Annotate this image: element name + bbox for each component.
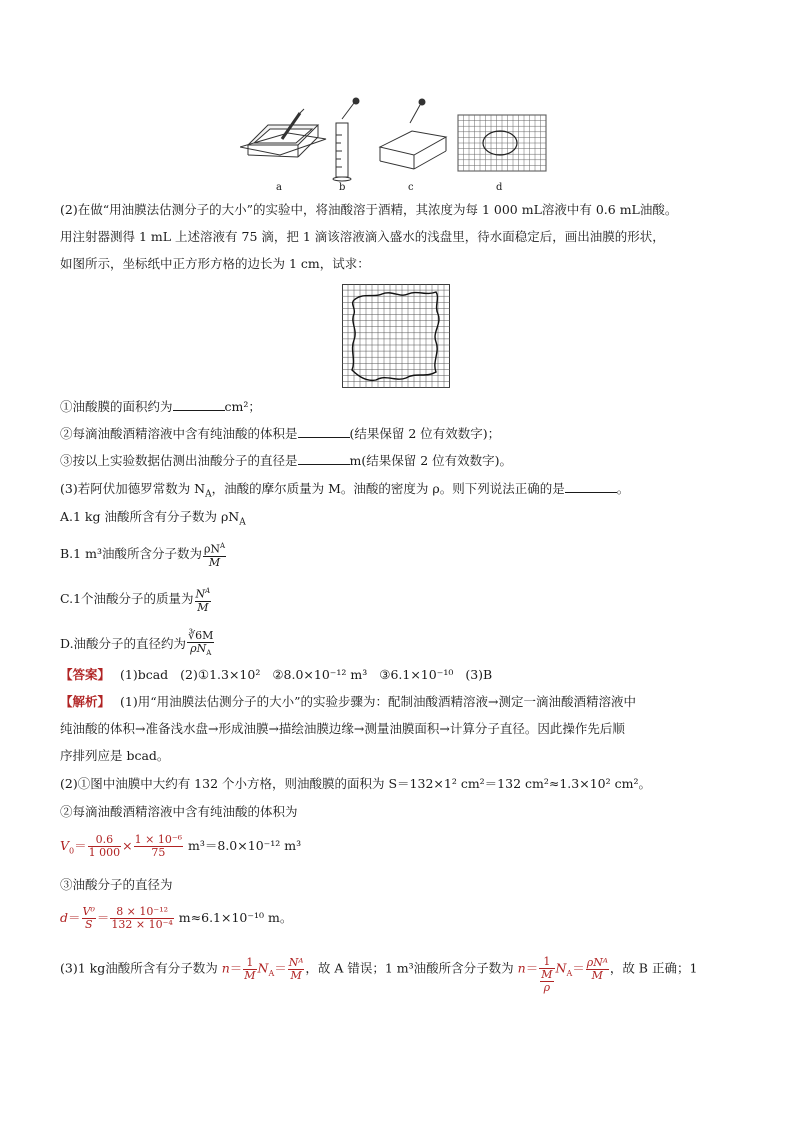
p3-fraction-3 [539,956,554,994]
q3-option-b-text: B.1 m³油酸所含分子数为 [60,545,202,561]
q3-option-d-den: ρN [190,642,207,655]
analysis-line-3: 序排列应是 bcad。 [60,748,170,763]
d-result: m≈6.1×10⁻¹⁰ m。 [174,910,293,925]
v0-fraction-1 [88,834,122,859]
p3-f3-den-den: ρ [543,981,551,994]
p3-na-sub: A [268,969,275,978]
p3-na2-sub: A [566,969,573,978]
q3-option-a-sub: A [239,517,246,528]
v0-f2-den: 75 [151,846,166,859]
answer-part-2-3: ③6.1×10⁻¹⁰ [379,667,454,682]
v0-f2-num: 1 × 10⁻⁶ [134,833,183,846]
q2-line-3: 如图所示，坐标纸中正方形方格的边长为 1 cm，试求： [60,256,370,271]
v0-sub: 0 [69,846,75,856]
d-equation [60,906,292,931]
p3-f1-num: 1 [243,957,256,970]
answer-part-1: (1)bcad [120,667,169,682]
q2-sub-3-text: ③按以上实验数据估测出油酸分子的直径是 [60,453,298,468]
figure-label-c: c [408,182,414,193]
v0-equals: ＝ [74,838,87,853]
answer-tag: 【答案】 [60,667,111,682]
q3-option-d-text: D.油酸分子的直径约为 [60,636,187,652]
q3-stem-mid: ，油酸的摩尔质量为 M。油酸的密度为 ρ。则下列说法正确的是 [211,481,565,496]
analysis-line-1 [60,693,636,711]
p3-f2-den: M [290,968,302,982]
analysis-p2-line-2: ②每滴油酸酒精溶液中含有纯油酸的体积为 [60,804,298,819]
answer-part-3: (3)B [465,667,493,682]
p3-f2-num: Nᴬ [288,955,304,969]
answer-part-2-prefix: (2) [180,667,198,682]
figure-label-b: b [339,182,346,193]
v0-result: m³＝8.0×10⁻¹² m³ [184,838,302,853]
p3-end: ，故 B 正确；1 [609,960,698,976]
p3-mid: ，故 A 错误；1 m³油酸所含分子数为 [305,960,518,976]
answer-blank-1[interactable] [173,398,225,411]
answer-blank-2[interactable] [298,425,350,438]
p3-eq4: ＝ [572,960,585,976]
q3-stem [60,480,629,504]
q2-sub-1-unit: cm²； [224,399,261,414]
apparatus-figure [240,95,560,195]
q2-sub-2-note: (结果保留 2 位有效数字)； [349,426,501,441]
q2-sub-1-text: ①油酸膜的面积约为 [60,399,173,414]
answer-blank-4[interactable] [565,480,617,493]
p3-f4-num: ρNᴬ [586,955,608,969]
tray-with-pencil-icon [240,109,326,157]
q3-option-d-fraction [187,630,214,659]
p3-fraction-2 [288,957,305,982]
v0-times: × [122,838,133,853]
q3-option-c [60,585,212,614]
d-fraction-1 [82,906,96,931]
analysis-line-2: 纯油酸的体积→准备浅水盘→形成油膜→描绘油膜边缘→测量油膜面积→计算分子直径。因此操作先后顺 [60,721,625,736]
q2-sub-3 [60,452,512,470]
d-f1-num: V⁰ [82,905,95,918]
d-symbol: d [60,910,69,925]
q3-option-a [60,508,246,532]
v0-f1-den: 1 000 [88,846,121,859]
p3-f3-den-num: M [541,968,553,981]
q3-option-c-sup: A [205,587,211,595]
q3-option-b [60,540,227,569]
q3-option-c-num: N [195,587,206,601]
p3-eq2: ＝ [274,960,287,976]
p3-na2: N [555,960,567,976]
q3-option-b-fraction [203,540,226,569]
q3-option-d-sub: A [206,649,212,658]
q2-sub-2-text: ②每滴油酸酒精溶液中含有纯油酸的体积是 [60,426,298,441]
p3-f1-den: M [244,968,256,982]
analysis-p3 [60,956,697,994]
v0-equation [60,834,301,864]
figure-label-d: d [496,182,503,193]
grid-with-oil-film-icon [458,115,546,171]
v0-f1-num: 0.6 [88,834,122,847]
dish-with-dropper-icon [380,99,446,169]
d-equals: ＝ [68,910,81,925]
q2-line-2: 用注射器测得 1 mL 上述溶液有 75 滴，把 1 滴该溶液滴入盛水的浅盘里，待水面稳定后，画出油膜的形状， [60,229,665,244]
q3-option-b-den: M [208,555,221,569]
figure-label-a: a [276,182,282,193]
p3-fraction-1 [243,957,256,982]
q3-option-c-fraction [195,585,212,614]
v0-symbol: V [60,838,70,853]
p3-na: N [257,960,269,976]
p3-n: n [221,960,230,976]
v0-fraction-2 [134,834,183,859]
q2-sub-3-note: m(结果保留 2 位有效数字)。 [349,453,513,468]
d-f2-den: 132 × 10⁻⁴ [111,918,173,931]
p3-eq3: ＝ [525,960,539,976]
d-f2-num: 8 × 10⁻¹² [110,906,173,919]
p3-n2: n [517,960,526,976]
answer-part-2-1: ①1.3×10² [197,667,261,682]
p3-text: (3)1 kg油酸所含有分子数为 [60,960,222,976]
q2-sub-1 [60,398,261,416]
analysis-p2-line-3: ③油酸分子的直径为 [60,877,173,892]
graduated-cylinder-icon [333,98,359,181]
p3-fraction-4 [586,957,609,982]
d-f1-den: S [84,918,93,931]
d-fraction-2 [110,906,173,931]
p3-f3-inner [540,969,553,994]
q2-sub-2 [60,425,500,443]
q3-option-b-num: ρN [203,542,221,556]
q2-line-1: (2)在做“用油膜法估测分子的大小”的实验中，将油酸溶于酒精，其浓度为每 1 000 mL溶液中有 0.6 mL油酸。 [60,202,678,217]
p3-f4-den: M [591,968,603,982]
answer-blank-3[interactable] [298,452,350,465]
analysis-tag: 【解析】 [60,694,111,709]
q3-option-d-num: ∛6M [188,629,214,642]
q3-stem-text: (3)若阿伏加德罗常数为 N [60,481,206,496]
analysis-p2-line-1: (2)①图中油膜中大约有 132 个小方格，则油酸膜的面积为 S＝132×1² cm²＝132 cm²≈1.3×10² cm²。 [60,776,651,791]
analysis-p1-1: (1)用“用油膜法估测分子的大小”的实验步骤为：配制油酸酒精溶液→测定一滴油酸酒精溶液中 [120,694,636,709]
d-equals-2: ＝ [96,910,110,925]
q3-option-a-text: A.1 kg 油酸所含有分子数为 ρN [60,509,240,524]
answer-line [60,666,492,684]
q3-option-c-den: M [197,600,209,614]
q3-stem-end: 。 [616,481,630,496]
answer-part-2-2: ②8.0×10⁻¹² m³ [272,667,368,682]
p3-f3-num: 1 [539,956,554,969]
q3-option-d [60,630,215,659]
q3-stem-sub: A [205,489,212,500]
q3-option-c-text: C.1个油酸分子的质量为 [60,590,194,606]
oil-film-grid-figure [342,284,450,388]
q3-option-b-sup: A [220,542,226,550]
p3-eq: ＝ [229,960,243,976]
